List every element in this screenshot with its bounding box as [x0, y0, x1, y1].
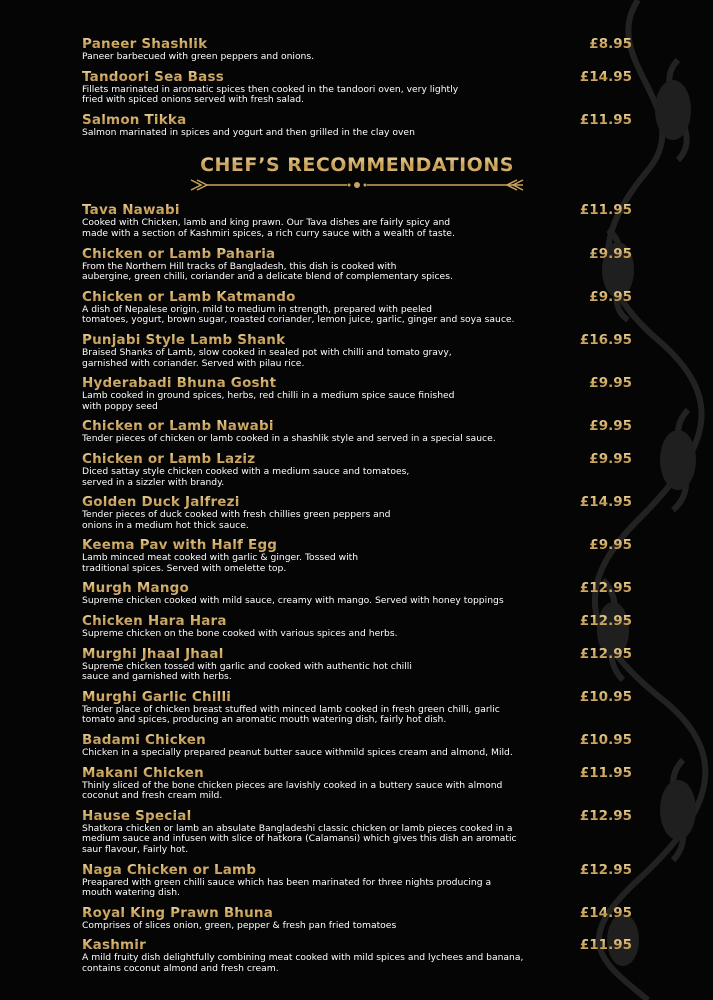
dish-price: £14.95 [579, 68, 632, 85]
dish-description: Fillets marinated in aromatic spices then cooked in the tandoori oven, very lightly fried with spiced onions served with fresh salad. [82, 83, 459, 106]
dish-name: Paneer Shashlik [82, 36, 632, 52]
menu-item [82, 202, 632, 239]
dish-name: Golden Duck Jalfrezi [82, 494, 632, 510]
menu-item [82, 937, 632, 974]
dish-price: £12.95 [579, 861, 632, 878]
dish-description: Diced sattay style chicken cooked with a medium sauce and tomatoes, served in a sizzler with brandy. [82, 465, 410, 488]
dish-description: Chicken in a specially prepared peanut butter sauce withmild spices cream and almond, Mild. [82, 747, 513, 759]
menu-item [82, 246, 632, 283]
dish-name: Keema Pav with Half Egg [82, 537, 632, 553]
chef-items-group [82, 202, 632, 974]
menu-item [82, 689, 632, 726]
dish-description: Braised Shanks of Lamb, slow cooked in sealed pot with chilli and tomato gravy, garnished with coriander. Served with pilau rice. [82, 346, 452, 369]
menu-item [82, 69, 632, 106]
dish-description: Tender pieces of duck cooked with fresh chillies green peppers and onions in a medium hot thick sauce. [82, 509, 391, 531]
dish-price: £9.95 [589, 418, 632, 435]
menu-item [82, 537, 632, 574]
dish-description: Salmon marinated in spices and yogurt and then grilled in the clay oven [82, 126, 415, 138]
dish-name: Kashmir [82, 937, 632, 953]
dish-price: £11.95 [579, 202, 632, 219]
menu-item [82, 580, 632, 607]
menu-item [82, 36, 632, 63]
dish-description: Lamb minced meat cooked with garlic & ginger. Tossed with traditional spices. Served with omelette top. [82, 552, 359, 574]
dish-price: £9.95 [589, 450, 632, 467]
dish-description: Comprises of slices onion, green, pepper & fresh pan fried tomatoes [82, 919, 397, 931]
dish-name: Murghi Garlic Chilli [82, 689, 632, 705]
menu-item [82, 494, 632, 531]
menu-item [82, 289, 632, 326]
dish-name: Chicken Hara Hara [82, 613, 632, 629]
dish-name: Chicken or Lamb Paharia [82, 246, 632, 262]
section-title: CHEF’S RECOMMENDATIONS [200, 154, 514, 177]
dish-description: Tender place of chicken breast stuffed with minced lamb cooked in fresh green chilli, garlic tomato and spices, producing an aromatic mouth watering dish, fairly hot dish. [82, 703, 500, 726]
dish-price: £10.95 [579, 732, 632, 749]
dish-name: Chicken or Lamb Nawabi [82, 418, 632, 434]
dish-description: Supreme chicken on the bone cooked with various spices and herbs. [82, 628, 398, 640]
dish-price: £14.95 [579, 494, 632, 511]
dish-price: £11.95 [579, 937, 632, 954]
dish-description: Cooked with Chicken, lamb and king prawn. Our Tava dishes are fairly spicy and made with a section of Kashmiri spices, a rich curry sauce with a wealth of taste. [82, 217, 455, 239]
dish-price: £11.95 [579, 111, 632, 128]
dish-price: £12.95 [579, 645, 632, 662]
dish-name: Salmon Tikka [82, 112, 632, 128]
dish-description: Supreme chicken cooked with mild sauce, creamy with mango. Served with honey toppings [82, 595, 504, 607]
dish-price: £16.95 [579, 331, 632, 348]
dish-description: A dish of Nepalese origin, mild to medium in strength, prepared with peeled tomatoes, yogurt, brown sugar, roasted coriander, lemon juice, garlic, ginger and soya sauce. [82, 303, 515, 326]
dish-name: Murgh Mango [82, 580, 632, 596]
dish-price: £10.95 [579, 688, 632, 705]
section-header [82, 154, 632, 192]
dish-description: Supreme chicken tossed with garlic and cooked with authentic hot chilli sauce and garnished with herbs. [82, 660, 412, 683]
menu-item [82, 732, 632, 759]
menu-list [82, 36, 632, 981]
menu-item [82, 613, 632, 640]
dish-name: Royal King Prawn Bhuna [82, 905, 632, 921]
dish-name: Tava Nawabi [82, 202, 632, 218]
arrow-divider-icon [187, 178, 527, 192]
dish-description: Preapared with green chilli sauce which has been marinated for three nights producing a mouth watering dish. [82, 876, 492, 899]
dish-name: Badami Chicken [82, 732, 632, 748]
dish-price: £9.95 [589, 375, 632, 392]
dish-price: £11.95 [579, 764, 632, 781]
dish-price: £9.95 [589, 245, 632, 262]
dish-description: Lamb cooked in ground spices, herbs, red chilli in a medium spice sauce finished with poppy seed [82, 390, 455, 412]
dish-name: Murghi Jhaal Jhaal [82, 646, 632, 662]
dish-name: Hause Special [82, 808, 632, 824]
dish-price: £12.95 [579, 580, 632, 597]
dish-price: £8.95 [589, 36, 632, 52]
dish-price: £9.95 [589, 288, 632, 305]
dish-price: £12.95 [579, 613, 632, 630]
menu-item [82, 646, 632, 683]
dish-name: Chicken or Lamb Katmando [82, 289, 632, 305]
dish-description: Shatkora chicken or lamb an absulate Bangladeshi classic chicken or lamb pieces cooked in a medium sauce and infusen with slice of hatkora (Calamansi) which gives this dish an aromatic saur flavour, Fairly hot. [82, 822, 517, 855]
dish-description: Paneer barbecued with green peppers and onions. [82, 51, 315, 62]
menu-item [82, 332, 632, 369]
top-items-group [82, 36, 632, 138]
menu-item [82, 451, 632, 488]
dish-description: Thinly sliced of the bone chicken pieces are lavishly cooked in a buttery sauce with almond coconut and fresh cream mild. [82, 779, 503, 802]
dish-price: £12.95 [579, 807, 632, 824]
menu-item [82, 862, 632, 899]
dish-price: £14.95 [579, 904, 632, 921]
dish-name: Chicken or Lamb Laziz [82, 451, 632, 467]
menu-item [82, 765, 632, 802]
dish-name: Hyderabadi Bhuna Gosht [82, 375, 632, 391]
dish-name: Tandoori Sea Bass [82, 69, 632, 85]
menu-item [82, 418, 632, 445]
dish-price: £9.95 [589, 537, 632, 554]
dish-description: From the Northern Hill tracks of Bangladesh, this dish is cooked with aubergine, green chilli, coriander and a delicate blend of complementary spices. [82, 260, 453, 283]
menu-item [82, 905, 632, 932]
dish-description: A mild fruity dish delightfully combining meat cooked with mild spices and lychees and banana, contains coconut almond and fresh cream. [82, 952, 524, 974]
menu-item [82, 112, 632, 139]
dish-name: Punjabi Style Lamb Shank [82, 332, 632, 348]
dish-name: Naga Chicken or Lamb [82, 862, 632, 878]
dish-description: Tender pieces of chicken or lamb cooked in a shashlik style and served in a special sauce. [82, 433, 496, 445]
menu-item [82, 375, 632, 412]
dish-name: Makani Chicken [82, 765, 632, 781]
menu-item [82, 808, 632, 856]
